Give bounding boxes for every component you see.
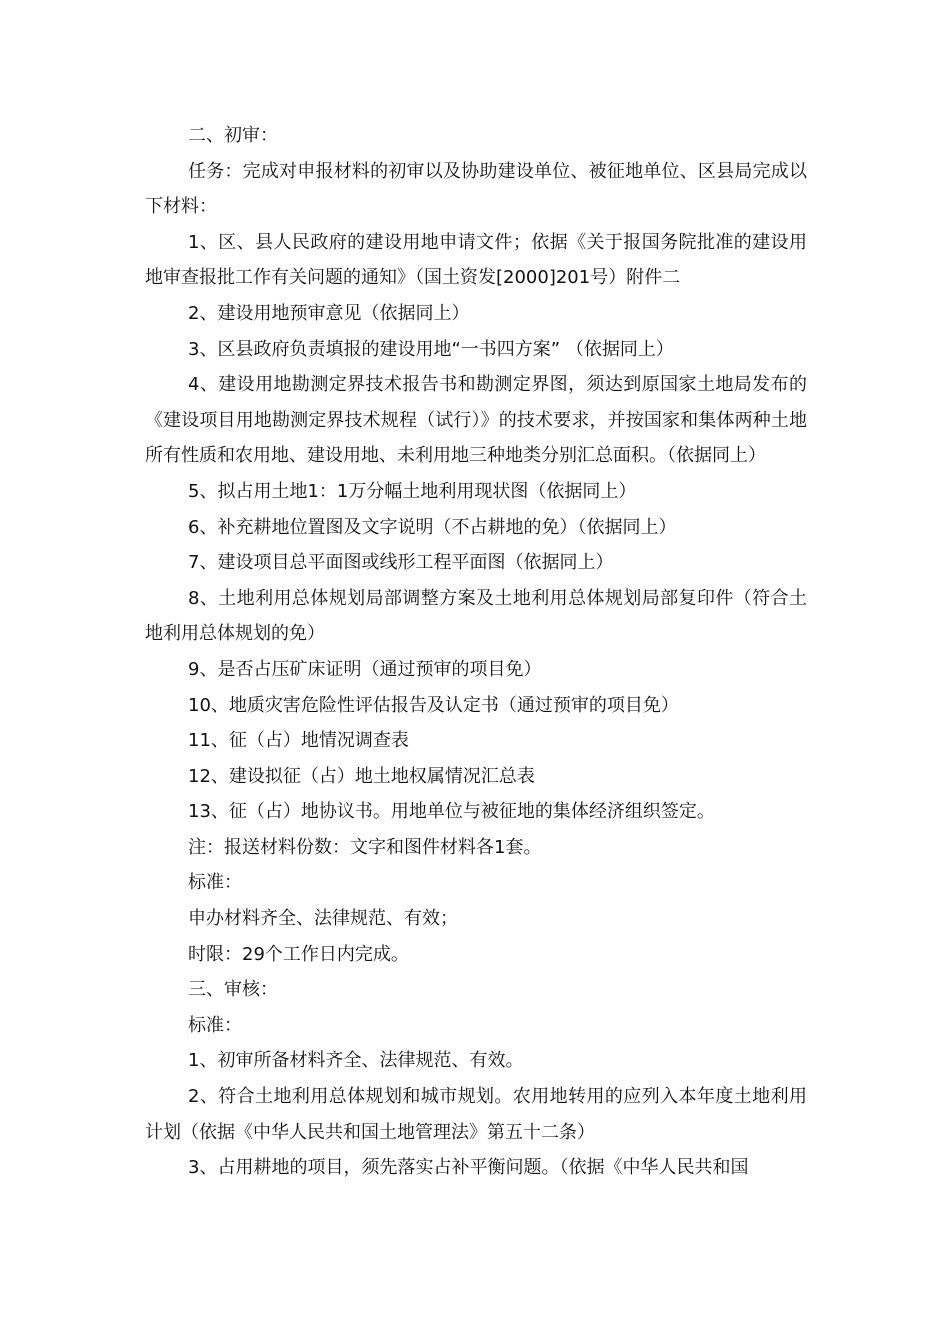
list-item-5: 5、拟占用土地1：1万分幅土地利用现状图（依据同上） bbox=[188, 480, 637, 502]
note-paragraph: 注：报送材料份数：文字和图件材料各1套。 bbox=[188, 836, 542, 858]
list-item-2: 2、建设用地预审意见（依据同上） bbox=[188, 302, 470, 324]
list-item-7: 7、建设项目总平面图或线形工程平面图（依据同上） bbox=[188, 552, 614, 574]
review-item-3: 3、占用耕地的项目，须先落实占补平衡问题。（依据《中华人民共和国 bbox=[188, 1157, 749, 1179]
list-item-8: 8、土地利用总体规划局部调整方案及土地利用总体规划局部复印件（符合土地利用总体规划的免） bbox=[145, 587, 807, 645]
section-heading-review: 三、审核： bbox=[188, 979, 278, 1001]
review-item-2: 2、符合土地利用总体规划和城市规划。农用地转用的应列入本年度土地利用计划（依据《中华人民共和国土地管理法》第五十二条） bbox=[145, 1086, 807, 1143]
standard-label: 标准： bbox=[188, 872, 242, 894]
review-standard-label: 标准： bbox=[188, 1014, 242, 1036]
list-item-4: 4、建设用地勘测定界技术报告书和勘测定界图，须达到原国家土地局发布的《建设项目用地勘测定界技术规程（试行）》的技术要求，并按国家和集体两种土地所有性质和农用地、建设用地、未利用地三种地类分别汇总面积。（依据同上） bbox=[145, 374, 807, 467]
list-item-10: 10、地质灾害危险性评估报告及认定书（通过预审的项目免） bbox=[188, 694, 679, 716]
standard-text: 申办材料齐全、法律规范、有效； bbox=[188, 908, 458, 930]
section-heading-preliminary-review: 二、初审： bbox=[188, 125, 278, 146]
list-item-12: 12、建设拟征（占）地土地权属情况汇总表 bbox=[188, 765, 535, 787]
list-item-6: 6、补充耕地位置图及文字说明（不占耕地的免）（依据同上） bbox=[188, 516, 677, 538]
list-item-1: 1、区、县人民政府的建设用地申请文件；依据《关于报国务院批准的建设用地审查报批工作有关问题的通知》（国土资发[2000]201号）附件二 bbox=[145, 231, 807, 289]
document-page bbox=[145, 118, 807, 1186]
list-item-13: 13、征（占）地协议书。用地单位与被征地的集体经济组织签定。 bbox=[188, 801, 715, 823]
task-paragraph: 任务：完成对申报材料的初审以及协助建设单位、被征地单位、区县局完成以下材料： bbox=[145, 160, 807, 218]
time-limit-text: 时限：29个工作日内完成。 bbox=[188, 943, 409, 965]
list-item-3: 3、区县政府负责填报的建设用地“一书四方案” （依据同上） bbox=[188, 338, 674, 360]
list-item-9: 9、是否占压矿床证明（通过预审的项目免） bbox=[188, 658, 542, 680]
list-item-11: 11、征（占）地情况调查表 bbox=[188, 730, 409, 752]
review-item-1: 1、初审所备材料齐全、法律规范、有效。 bbox=[188, 1050, 524, 1072]
